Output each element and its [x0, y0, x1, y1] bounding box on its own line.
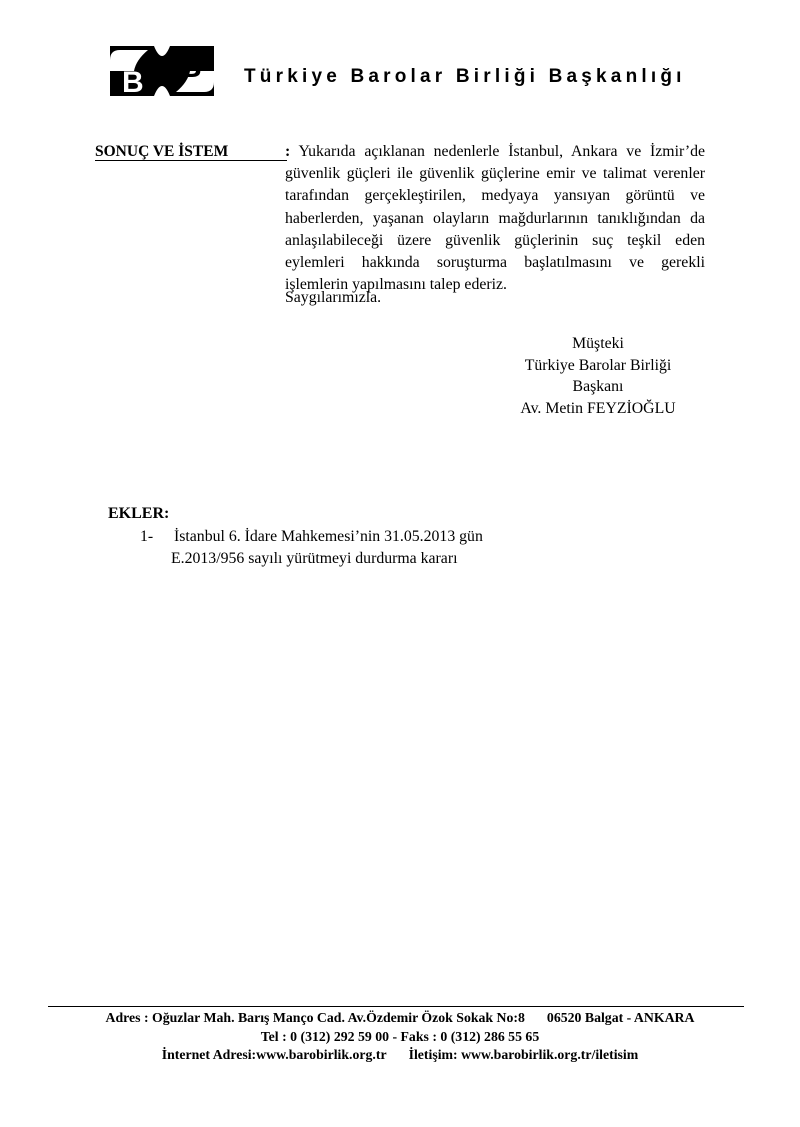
signature-title: Başkanı [572, 378, 624, 395]
organization-title: Türkiye Barolar Birliği Başkanlığı [244, 66, 686, 87]
svg-text:B: B [122, 66, 144, 96]
closing-text: Saygılarımızla. [285, 289, 382, 306]
section-body-text: Yukarıda açıklanan nedenlerle İstanbul, Ankara ve İzmir’de güvenlik güçleri ile güvenlik güçlerine emir ve talimat verenler tarafından gerçekleştirilen, medyaya yansıyan görüntü ve haberlerden, yaşanan olayların mağdurlarının tanıklığından da anlaşılabileceği üzere güvenlik güçlerinin suç teşkil eden eylemleri hakkında soruşturma başlatılmasını ve gerekli işlemlerin yapılmasını talep ederiz. [285, 143, 705, 294]
signature-organization: Türkiye Barolar Birliği [524, 356, 672, 374]
footer [48, 1009, 752, 1065]
signature-role: Müşteki [572, 335, 624, 352]
footer-address: Adres : Oğuzlar Mah. Barış Manço Cad. Av.Özdemir Özok Sokak No:8 [105, 1010, 525, 1025]
signature-block [498, 333, 698, 419]
section-label: SONUÇ VE İSTEM [95, 144, 287, 161]
attachment-number: 1- [140, 528, 154, 545]
footer-contact: İletişim: www.barobirlik.org.tr/iletisim [408, 1047, 639, 1062]
svg-text:B: B [180, 51, 202, 84]
attachment-item [140, 526, 483, 569]
footer-internet: İnternet Adresi:www.barobirlik.org.tr [161, 1047, 387, 1062]
footer-postal: 06520 Balgat - ANKARA [546, 1010, 695, 1025]
attachment-line-2: E.2013/956 sayılı yürütmeyi durdurma kararı [171, 549, 458, 567]
attachments-title: EKLER: [108, 505, 170, 522]
section-body [285, 141, 705, 296]
attachments-list [140, 526, 483, 569]
signature-name: Av. Metin FEYZİOĞLU [520, 399, 676, 417]
footer-divider [48, 1006, 744, 1007]
section-colon: : [285, 143, 291, 160]
footer-phone-fax: Tel : 0 (312) 292 59 00 - Faks : 0 (312) 286 55 65 [260, 1028, 540, 1044]
tbb-logo-icon [110, 46, 214, 96]
attachment-line-1: İstanbul 6. İdare Mahkemesi’nin 31.05.2013 gün [174, 528, 483, 545]
